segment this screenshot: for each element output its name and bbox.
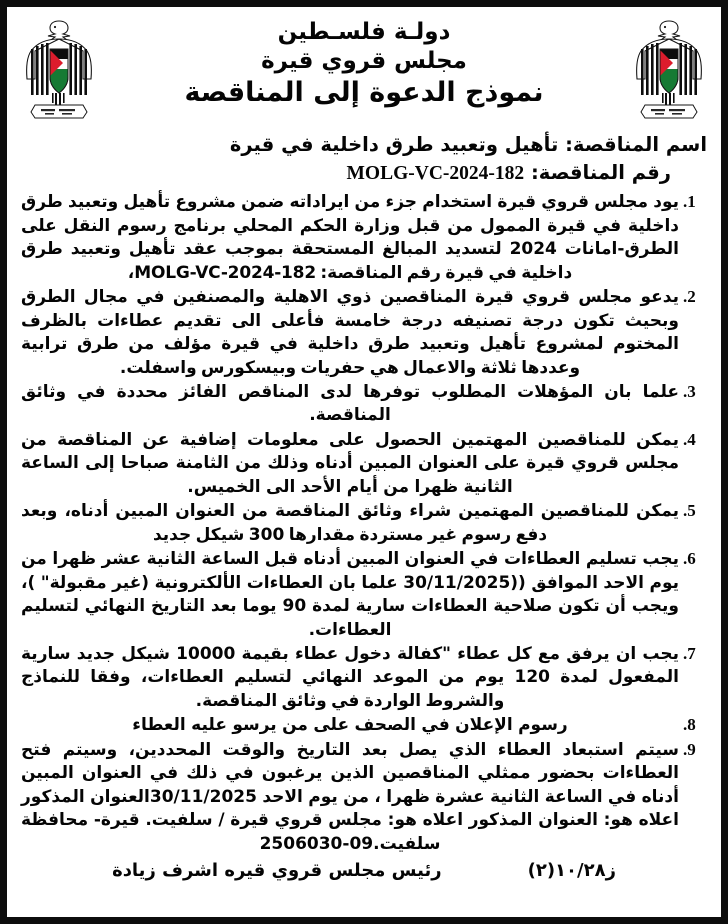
clause-number: 9. — [683, 739, 696, 759]
tender-number-line — [21, 159, 707, 188]
clause-text: يود مجلس قروي قيرة استخدام جزء من ايراداته ضمن مشروع تأهيل وتعبيد طرق داخلية في قيرة الممول من قبل وزارة الحكم المحلي برنامج رسوم النقل على الطرق-امانات 2024 لتسديد المبالغ المستحقة بموجب عقد تأهيل وتعبيد طرق داخلية في قيرة رقم المناقصة: MOLG-VC-2024-182، — [21, 192, 679, 283]
clause-number: 6. — [683, 549, 696, 569]
state-title: دولـة فلسـطين — [277, 19, 451, 45]
clause-text: يجب ان يرفق مع كل عطاء "كفالة دخول عطاء بقيمة 10000 شيكل جديد سارية المفعول لمدة 120 يوم من الموعد النهائي لتسليم العطاءات، وفقا للنماذج والشروط الواردة في وثائق المناقصة. — [21, 643, 680, 711]
reference-number: ز١٠/٢٨(٢) — [527, 860, 616, 882]
palestine-coat-of-arms-icon-right — [631, 15, 707, 123]
clause-number: 8. — [683, 715, 696, 735]
clause-item-4 — [21, 429, 707, 499]
clause-number: 5. — [683, 501, 696, 521]
clause-item-7 — [21, 643, 707, 713]
signature-line: رئيس مجلس قروي قيره اشرف زيادة — [112, 860, 442, 882]
document-footer — [15, 860, 713, 881]
tender-number-label: رقم المناقصة: — [530, 160, 671, 184]
clause-item-2 — [21, 286, 707, 380]
clause-item-1 — [21, 191, 707, 285]
clause-number: 2. — [683, 287, 696, 307]
tender-identity-block — [15, 129, 713, 191]
tender-number-value: MOLG-VC-2024-182 — [346, 162, 525, 184]
palestine-coat-of-arms-icon-left — [21, 15, 97, 123]
tender-name-line: اسم المناقصة: تأهيل وتعبيد طرق داخلية في قيرة — [229, 133, 707, 156]
clause-text: يدعو مجلس قروي قيرة المناقصين ذوي الاهلية والمصنفين في مجال الطرق وبحيث تكون درجة تصنيفه درجة خامسة فأعلى الى تقديم عطاءات بالظرف المختوم لمشروع تأهيل وتعبيد طرق داخلية في قيرة مؤلف من طرق ترابية وعددها ثلاثة والاعمال هي حفريات وبيسكورس واسفلت. — [21, 287, 679, 378]
clause-text: علما بان المؤهلات المطلوب توفرها لدى المناقص الفائز محددة في وثائق المناقصة. — [21, 382, 679, 426]
clause-text: رسوم الإعلان في الصحف على من يرسو عليه العطاء — [132, 715, 568, 736]
clause-text: يمكن للمناقصين المهتمين شراء وثائق المناقصة من العنوان المبين أدناه، وبعد دفع رسوم غير مستردة مقدارها 300 شيكل جديد — [21, 501, 679, 545]
clause-number: 7. — [683, 643, 696, 663]
document-form-title: نموذج الدعوة إلى المناقصة — [184, 77, 544, 109]
clause-number: 1. — [683, 192, 696, 212]
clause-number: 3. — [683, 382, 696, 401]
document-header — [15, 11, 713, 129]
clause-item-8 — [21, 714, 707, 737]
clause-item-6 — [21, 548, 707, 642]
council-title: مجلس قروي قيرة — [261, 48, 467, 75]
clause-number: 4. — [683, 429, 696, 449]
clause-text: سيتم استبعاد العطاء الذي يصل بعد التاريخ والوقت المحددين، وسيتم فتح العطاءات بحضور ممثلي المناقصين الذين يرغبون في ذلك في العنوان المبين أدناه في الساعة الثانية عشرة ظهرا ، من يوم الاحد 30/11/2025العنوان المذكور اعلاه هو: العنوان المذكور اعلاه هو: مجلس قروي قيرة / سلفيت. قيرة- محافظة سلفيت.09-2506030 — [21, 739, 679, 854]
clause-text: يمكن للمناقصين المهتمين الحصول على معلومات إضافية عن المناقصة من مجلس قروي قيرة على العنوان المبين أدناه وذلك من الثامنة صباحا إلى الساعة الثانية ظهرا من أيام الأحد الى الخميس. — [21, 429, 679, 497]
footer-signature-row — [21, 860, 707, 881]
clause-text: يجب تسليم العطاءات في العنوان المبين أدناه قبل الساعة الثانية عشر ظهرا من يوم الاحد الموافق ((30/11/2025 علما بان العطاءات الألكترونية (غير مقبولة" )، ويجب أن تكون صلاحية العطاءات سارية لمدة 90 يوما بعد التاريخ النهائي لتسليم العطاءات. — [21, 549, 680, 640]
header-title-group — [97, 15, 631, 109]
clause-list — [15, 191, 713, 856]
clause-item-9 — [21, 739, 707, 856]
clause-item-3 — [21, 381, 707, 428]
clause-item-5 — [21, 500, 707, 547]
